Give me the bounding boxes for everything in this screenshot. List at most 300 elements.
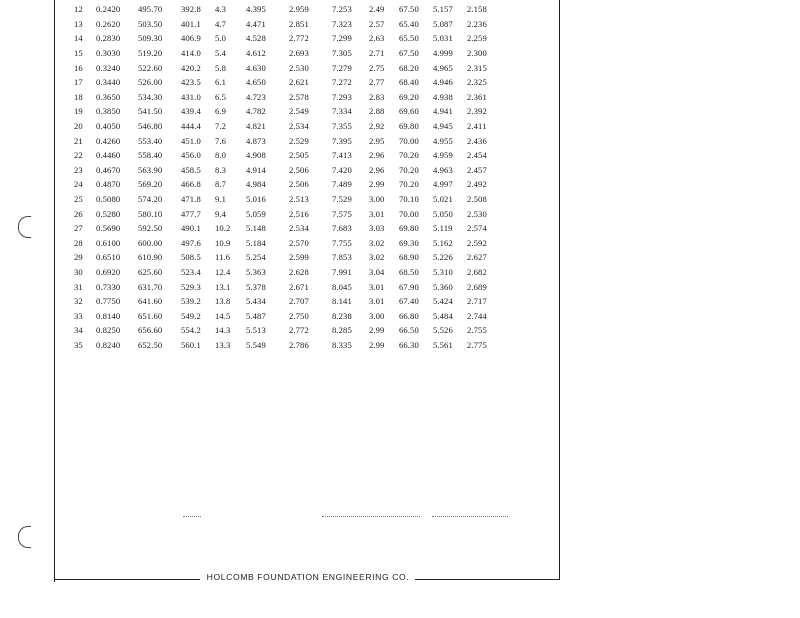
table-cell: 7.6	[215, 135, 227, 146]
table-cell: 69.80	[399, 223, 419, 234]
row-number-cell: 24	[74, 179, 83, 190]
table-cell: 546.80	[138, 121, 163, 132]
table-cell: 2.772	[289, 325, 309, 336]
table-cell: 7.683	[332, 223, 352, 234]
table-cell: 2.436	[467, 135, 487, 146]
table-cell: 0.4870	[96, 179, 121, 190]
table-cell: 8.238	[332, 310, 352, 321]
table-cell: 6.5	[215, 91, 227, 102]
table-cell: 7.489	[332, 179, 352, 190]
table-cell: 503.50	[138, 18, 163, 29]
table-cell: 451.0	[181, 135, 201, 146]
table-row	[74, 163, 497, 178]
binder-hole-top	[18, 216, 31, 238]
table-row	[74, 192, 497, 207]
table-cell: 5.378	[246, 281, 266, 292]
table-cell: 66.30	[399, 339, 419, 350]
table-cell: 549.2	[181, 310, 201, 321]
table-cell: 610.90	[138, 252, 163, 263]
table-cell: 4.955	[433, 135, 453, 146]
table-cell: 2.628	[289, 266, 309, 277]
table-cell: 5.059	[246, 208, 266, 219]
table-cell: 2.717	[467, 296, 487, 307]
table-cell: 2.454	[467, 150, 487, 161]
table-cell: 4.941	[433, 106, 453, 117]
table-cell: 2.516	[289, 208, 309, 219]
table-cell: 534.30	[138, 91, 163, 102]
row-number-cell: 21	[74, 135, 83, 146]
table-cell: 70.20	[399, 164, 419, 175]
table-cell: 3.00	[369, 310, 385, 321]
table-cell: 0.3030	[96, 48, 121, 59]
table-cell: 3.00	[369, 194, 385, 205]
table-cell: 2.682	[467, 266, 487, 277]
table-cell: 67.90	[399, 281, 419, 292]
table-row	[74, 133, 497, 148]
table-cell: 2.57	[369, 18, 385, 29]
table-cell: 569.20	[138, 179, 163, 190]
row-number-cell: 23	[74, 164, 83, 175]
row-number-cell: 33	[74, 310, 83, 321]
table-row	[74, 221, 497, 236]
table-cell: 4.528	[246, 33, 266, 44]
row-number-cell: 19	[74, 106, 83, 117]
table-cell: 0.8240	[96, 339, 121, 350]
table-cell: 5.487	[246, 310, 266, 321]
table-cell: 2.570	[289, 237, 309, 248]
table-cell: 5.087	[433, 18, 453, 29]
table-cell: 2.88	[369, 106, 385, 117]
table-row	[74, 17, 497, 32]
row-number-cell: 26	[74, 208, 83, 219]
table-cell: 519.20	[138, 48, 163, 59]
table-cell: 4.3	[215, 4, 227, 15]
table-cell: 3.04	[369, 266, 385, 277]
binder-hole-bottom	[18, 526, 31, 548]
table-cell: 0.4460	[96, 150, 121, 161]
table-cell: 5.254	[246, 252, 266, 263]
table-cell: 0.7330	[96, 281, 121, 292]
table-cell: 7.272	[332, 77, 352, 88]
table-cell: 2.49	[369, 4, 385, 15]
table-cell: 4.650	[246, 77, 266, 88]
table-cell: 70.10	[399, 194, 419, 205]
table-cell: 522.60	[138, 62, 163, 73]
table-row	[74, 46, 497, 61]
table-body	[74, 2, 497, 352]
table-cell: 7.755	[332, 237, 352, 248]
table-cell: 652.50	[138, 339, 163, 350]
table-cell: 4.938	[433, 91, 453, 102]
table-row	[74, 338, 497, 353]
table-cell: 14.5	[215, 310, 231, 321]
table-cell: 3.01	[369, 281, 385, 292]
table-cell: 509.30	[138, 33, 163, 44]
table-cell: 490.1	[181, 223, 201, 234]
table-cell: 5.363	[246, 266, 266, 277]
table-cell: 2.99	[369, 325, 385, 336]
table-cell: 5.162	[433, 237, 453, 248]
table-cell: 66.50	[399, 325, 419, 336]
table-row	[74, 294, 497, 309]
table-cell: 2.534	[289, 121, 309, 132]
table-cell: 9.1	[215, 194, 227, 205]
table-cell: 5.434	[246, 296, 266, 307]
table-cell: 4.782	[246, 106, 266, 117]
table-cell: 68.50	[399, 266, 419, 277]
table-cell: 0.4260	[96, 135, 121, 146]
table-cell: 2.71	[369, 48, 385, 59]
table-cell: 7.2	[215, 121, 227, 132]
table-cell: 631.70	[138, 281, 163, 292]
table-cell: 2.693	[289, 48, 309, 59]
table-cell: 4.914	[246, 164, 266, 175]
table-row	[74, 75, 497, 90]
table-cell: 3.01	[369, 296, 385, 307]
table-row	[74, 206, 497, 221]
table-cell: 13.8	[215, 296, 231, 307]
table-cell: 7.420	[332, 164, 352, 175]
table-cell: 0.4050	[96, 121, 121, 132]
company-footer: HOLCOMB FOUNDATION ENGINEERING CO.	[206, 572, 410, 582]
table-cell: 5.119	[433, 223, 453, 234]
table-cell: 7.529	[332, 194, 352, 205]
table-cell: 2.505	[289, 150, 309, 161]
row-number-cell: 12	[74, 4, 83, 15]
table-cell: 2.707	[289, 296, 309, 307]
table-cell: 2.96	[369, 164, 385, 175]
table-cell: 600.00	[138, 237, 163, 248]
table-row	[74, 265, 497, 280]
table-cell: 2.530	[467, 208, 487, 219]
table-cell: 4.963	[433, 164, 453, 175]
table-cell: 574.20	[138, 194, 163, 205]
table-row	[74, 177, 497, 192]
table-cell: 7.355	[332, 121, 352, 132]
table-cell: 553.40	[138, 135, 163, 146]
table-cell: 458.5	[181, 164, 201, 175]
table-cell: 7.575	[332, 208, 352, 219]
table-cell: 5.424	[433, 296, 453, 307]
table-cell: 4.395	[246, 4, 266, 15]
table-cell: 6.1	[215, 77, 227, 88]
table-cell: 5.8	[215, 62, 227, 73]
test-data-table-container	[74, 2, 497, 352]
table-cell: 5.021	[433, 194, 453, 205]
row-number-cell: 25	[74, 194, 83, 205]
table-cell: 5.360	[433, 281, 453, 292]
table-cell: 5.157	[433, 4, 453, 15]
table-cell: 9.4	[215, 208, 227, 219]
table-cell: 0.5080	[96, 194, 121, 205]
table-cell: 2.508	[467, 194, 487, 205]
table-cell: 69.30	[399, 237, 419, 248]
table-cell: 495.70	[138, 4, 163, 15]
table-cell: 477.7	[181, 208, 201, 219]
row-number-cell: 27	[74, 223, 83, 234]
row-number-cell: 18	[74, 91, 83, 102]
footer-rule-right	[415, 579, 560, 580]
table-cell: 68.40	[399, 77, 419, 88]
row-number-cell: 32	[74, 296, 83, 307]
table-cell: 8.045	[332, 281, 352, 292]
table-cell: 2.259	[467, 33, 487, 44]
table-cell: 3.02	[369, 252, 385, 263]
table-cell: 70.20	[399, 150, 419, 161]
table-cell: 12.4	[215, 266, 231, 277]
table-row	[74, 279, 497, 294]
table-cell: 7.334	[332, 106, 352, 117]
table-cell: 5.0	[215, 33, 227, 44]
table-cell: 2.621	[289, 77, 309, 88]
table-cell: 0.3850	[96, 106, 121, 117]
table-cell: 2.574	[467, 223, 487, 234]
table-cell: 508.5	[181, 252, 201, 263]
table-cell: 2.63	[369, 33, 385, 44]
table-cell: 0.2420	[96, 4, 121, 15]
row-number-cell: 16	[74, 62, 83, 73]
table-cell: 66.80	[399, 310, 419, 321]
table-row	[74, 250, 497, 265]
table-cell: 5.484	[433, 310, 453, 321]
table-cell: 2.592	[467, 237, 487, 248]
table-cell: 592.50	[138, 223, 163, 234]
table-cell: 4.959	[433, 150, 453, 161]
table-cell: 4.946	[433, 77, 453, 88]
table-cell: 401.1	[181, 18, 201, 29]
table-cell: 0.8250	[96, 325, 121, 336]
table-cell: 70.00	[399, 135, 419, 146]
table-cell: 4.471	[246, 18, 266, 29]
table-cell: 2.627	[467, 252, 487, 263]
table-cell: 0.2620	[96, 18, 121, 29]
table-cell: 8.0	[215, 150, 227, 161]
table-cell: 0.4670	[96, 164, 121, 175]
table-cell: 4.965	[433, 62, 453, 73]
table-cell: 69.60	[399, 106, 419, 117]
table-cell: 4.723	[246, 91, 266, 102]
table-cell: 2.95	[369, 135, 385, 146]
table-cell: 13.3	[215, 339, 231, 350]
table-cell: 0.3650	[96, 91, 121, 102]
table-cell: 439.4	[181, 106, 201, 117]
table-cell: 414.0	[181, 48, 201, 59]
table-cell: 2.534	[289, 223, 309, 234]
table-cell: 539.2	[181, 296, 201, 307]
table-cell: 2.671	[289, 281, 309, 292]
table-cell: 2.506	[289, 179, 309, 190]
table-cell: 2.689	[467, 281, 487, 292]
table-cell: 2.578	[289, 91, 309, 102]
table-cell: 0.8140	[96, 310, 121, 321]
table-cell: 10.9	[215, 237, 231, 248]
table-cell: 2.492	[467, 179, 487, 190]
table-cell: 4.984	[246, 179, 266, 190]
table-cell: 7.299	[332, 33, 352, 44]
table-cell: 2.361	[467, 91, 487, 102]
table-cell: 5.031	[433, 33, 453, 44]
table-row	[74, 2, 497, 17]
table-cell: 67.50	[399, 4, 419, 15]
table-cell: 444.4	[181, 121, 201, 132]
table-cell: 4.7	[215, 18, 227, 29]
table-cell: 69.20	[399, 91, 419, 102]
dotted-divider	[322, 516, 420, 518]
table-cell: 625.60	[138, 266, 163, 277]
table-cell: 423.5	[181, 77, 201, 88]
table-cell: 2.549	[289, 106, 309, 117]
table-cell: 651.60	[138, 310, 163, 321]
table-cell: 560.1	[181, 339, 201, 350]
table-cell: 0.6510	[96, 252, 121, 263]
table-cell: 14.3	[215, 325, 231, 336]
table-cell: 2.786	[289, 339, 309, 350]
table-cell: 4.612	[246, 48, 266, 59]
dotted-divider	[432, 516, 508, 518]
table-cell: 2.83	[369, 91, 385, 102]
table-cell: 7.279	[332, 62, 352, 73]
table-cell: 4.821	[246, 121, 266, 132]
table-cell: 67.40	[399, 296, 419, 307]
table-cell: 2.775	[467, 339, 487, 350]
table-cell: 2.99	[369, 179, 385, 190]
table-cell: 2.92	[369, 121, 385, 132]
table-cell: 2.513	[289, 194, 309, 205]
table-cell: 5.226	[433, 252, 453, 263]
table-cell: 67.50	[399, 48, 419, 59]
table-cell: 0.2830	[96, 33, 121, 44]
row-number-cell: 30	[74, 266, 83, 277]
dotted-divider	[183, 516, 201, 518]
table-cell: 8.141	[332, 296, 352, 307]
table-cell: 69.80	[399, 121, 419, 132]
table-cell: 68.90	[399, 252, 419, 263]
table-cell: 471.8	[181, 194, 201, 205]
row-number-cell: 15	[74, 48, 83, 59]
table-cell: 10.2	[215, 223, 231, 234]
table-cell: 7.853	[332, 252, 352, 263]
table-cell: 3.01	[369, 208, 385, 219]
table-cell: 4.999	[433, 48, 453, 59]
table-cell: 431.0	[181, 91, 201, 102]
row-number-cell: 28	[74, 237, 83, 248]
table-cell: 2.158	[467, 4, 487, 15]
table-cell: 656.60	[138, 325, 163, 336]
table-cell: 2.744	[467, 310, 487, 321]
table-cell: 65.40	[399, 18, 419, 29]
table-cell: 8.7	[215, 179, 227, 190]
table-cell: 8.335	[332, 339, 352, 350]
table-cell: 70.20	[399, 179, 419, 190]
table-cell: 5.526	[433, 325, 453, 336]
table-cell: 2.599	[289, 252, 309, 263]
table-cell: 2.772	[289, 33, 309, 44]
table-cell: 0.3240	[96, 62, 121, 73]
footer-rule-left	[54, 579, 200, 580]
table-cell: 2.457	[467, 164, 487, 175]
table-cell: 4.630	[246, 62, 266, 73]
table-cell: 541.50	[138, 106, 163, 117]
table-row	[74, 31, 497, 46]
table-cell: 65.50	[399, 33, 419, 44]
left-margin-line	[54, 0, 55, 582]
table-cell: 529.3	[181, 281, 201, 292]
row-number-cell: 17	[74, 77, 83, 88]
table-cell: 68.20	[399, 62, 419, 73]
row-number-cell: 31	[74, 281, 83, 292]
table-row	[74, 236, 497, 251]
table-cell: 2.325	[467, 77, 487, 88]
row-number-cell: 29	[74, 252, 83, 263]
table-cell: 2.506	[289, 164, 309, 175]
table-cell: 2.236	[467, 18, 487, 29]
table-cell: 6.9	[215, 106, 227, 117]
table-cell: 2.392	[467, 106, 487, 117]
table-cell: 11.6	[215, 252, 231, 263]
table-row	[74, 119, 497, 134]
table-cell: 563.90	[138, 164, 163, 175]
test-data-table	[74, 2, 497, 352]
row-number-cell: 22	[74, 150, 83, 161]
table-cell: 2.851	[289, 18, 309, 29]
table-cell: 2.77	[369, 77, 385, 88]
table-cell: 13.1	[215, 281, 231, 292]
row-number-cell: 13	[74, 18, 83, 29]
table-cell: 2.300	[467, 48, 487, 59]
table-cell: 2.529	[289, 135, 309, 146]
table-cell: 8.285	[332, 325, 352, 336]
table-cell: 554.2	[181, 325, 201, 336]
table-cell: 2.96	[369, 150, 385, 161]
table-cell: 2.99	[369, 339, 385, 350]
table-cell: 5.016	[246, 194, 266, 205]
table-cell: 8.3	[215, 164, 227, 175]
row-number-cell: 35	[74, 339, 83, 350]
table-cell: 4.997	[433, 179, 453, 190]
table-cell: 4.873	[246, 135, 266, 146]
table-cell: 5.549	[246, 339, 266, 350]
table-cell: 466.8	[181, 179, 201, 190]
table-cell: 497.6	[181, 237, 201, 248]
table-cell: 7.323	[332, 18, 352, 29]
table-row	[74, 104, 497, 119]
table-cell: 2.411	[467, 121, 487, 132]
table-cell: 7.253	[332, 4, 352, 15]
table-cell: 526.00	[138, 77, 163, 88]
row-number-cell: 14	[74, 33, 83, 44]
table-cell: 580.10	[138, 208, 163, 219]
right-margin-line	[559, 0, 560, 580]
table-cell: 0.6920	[96, 266, 121, 277]
table-cell: 5.148	[246, 223, 266, 234]
table-cell: 0.5280	[96, 208, 121, 219]
table-cell: 7.293	[332, 91, 352, 102]
table-row	[74, 323, 497, 338]
table-cell: 406.9	[181, 33, 201, 44]
table-cell: 5.513	[246, 325, 266, 336]
table-row	[74, 148, 497, 163]
table-cell: 5.184	[246, 237, 266, 248]
table-cell: 420.2	[181, 62, 201, 73]
table-cell: 3.02	[369, 237, 385, 248]
table-cell: 5.050	[433, 208, 453, 219]
table-cell: 558.40	[138, 150, 163, 161]
table-cell: 7.395	[332, 135, 352, 146]
table-cell: 2.75	[369, 62, 385, 73]
table-cell: 3.03	[369, 223, 385, 234]
table-cell: 5.4	[215, 48, 227, 59]
table-cell: 5.310	[433, 266, 453, 277]
